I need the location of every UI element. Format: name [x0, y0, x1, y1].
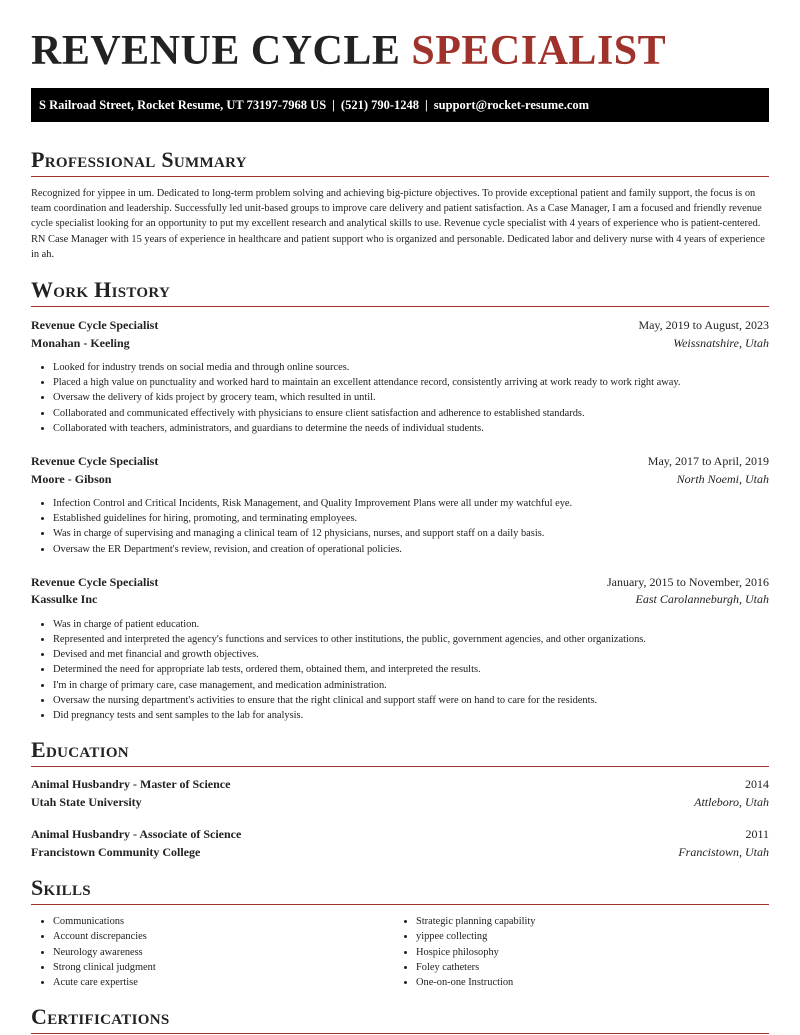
resume-title	[31, 0, 769, 73]
summary-section	[31, 147, 769, 262]
skill-item: • Account discrepancies	[53, 929, 394, 944]
education-entry	[31, 776, 769, 811]
job-bullet: • Looked for industry trends on social media and through online sources.	[53, 360, 769, 375]
job-bullet: • Was in charge of supervising and managing a clinical team of 12 physicians, nurses, and support staff on a daily basis.	[53, 526, 769, 541]
job-bullets	[31, 360, 769, 436]
education-degree: Animal Husbandry - Associate of Science	[31, 827, 242, 842]
skill-item: • Neurology awareness	[53, 945, 394, 960]
certifications-section	[31, 1004, 769, 1034]
education-heading: Education	[31, 737, 769, 767]
education-school: Francistown Community College	[31, 844, 201, 859]
education-degree: Animal Husbandry - Master of Science	[31, 777, 231, 792]
title-part-1: REVENUE CYCLE	[31, 28, 401, 74]
education-entry	[31, 826, 769, 861]
skills-heading: Skills	[31, 875, 769, 905]
skill-item: • One-on-one Instruction	[416, 975, 757, 990]
work-history-section	[31, 277, 769, 723]
job-bullets	[31, 617, 769, 723]
job-entry	[31, 574, 769, 723]
job-entry	[31, 453, 769, 557]
contact-address: S Railroad Street, Rocket Resume, UT 73197-7968 US	[39, 98, 327, 112]
summary-heading: Professional Summary	[31, 147, 769, 177]
job-bullet: • Collaborated and communicated effectively with physicians to ensure client satisfaction and adherence to established standards.	[53, 406, 769, 421]
job-company: Monahan - Keeling	[31, 335, 130, 350]
job-bullet: • Did pregnancy tests and sent samples to the lab for analysis.	[53, 708, 769, 723]
job-bullet: • Placed a high value on punctuality and worked hard to maintain an excellent attendance record, consistently arriving at work ready to work right away.	[53, 375, 769, 390]
job-company: Moore - Gibson	[31, 471, 112, 486]
education-location: Francistown, Utah	[678, 844, 769, 859]
education-year: 2014	[745, 777, 769, 792]
skills-section	[31, 875, 769, 990]
job-bullet: • I'm in charge of primary care, case management, and medication administration.	[53, 678, 769, 693]
education-section	[31, 737, 769, 861]
job-bullet: • Devised and met financial and growth objectives.	[53, 647, 769, 662]
job-dates: May, 2019 to August, 2023	[638, 318, 769, 333]
skills-list-right	[394, 914, 757, 990]
job-location: North Noemi, Utah	[676, 471, 769, 486]
title-part-2: SPECIALIST	[411, 28, 667, 74]
skill-item: • Communications	[53, 914, 394, 929]
job-position: Revenue Cycle Specialist	[31, 574, 159, 589]
contact-phone: (521) 790-1248	[340, 98, 420, 112]
contact-bar	[31, 88, 769, 122]
education-school: Utah State University	[31, 794, 142, 809]
job-bullet: • Represented and interpreted the agency's functions and services to other institutions, the public, government agencies, and other organizations.	[53, 632, 769, 647]
education-year: 2011	[745, 827, 769, 842]
contact-separator: |	[332, 98, 335, 112]
skills-list-left	[31, 914, 394, 990]
job-bullet: • Infection Control and Critical Incidents, Risk Management, and Quality Improvement Plans were all under my watchful eye.	[53, 496, 769, 511]
skill-item: • Foley catheters	[416, 960, 757, 975]
job-dates: January, 2015 to November, 2016	[606, 574, 769, 589]
job-location: East Carolanneburgh, Utah	[635, 592, 769, 607]
skill-item: • Acute care expertise	[53, 975, 394, 990]
job-position: Revenue Cycle Specialist	[31, 454, 159, 469]
job-bullet: • Established guidelines for hiring, promoting, and terminating employees.	[53, 511, 769, 526]
skill-item: • Strategic planning capability	[416, 914, 757, 929]
job-entry	[31, 317, 769, 436]
skill-item: • yippee collecting	[416, 929, 757, 944]
education-location: Attleboro, Utah	[694, 794, 769, 809]
job-position: Revenue Cycle Specialist	[31, 318, 159, 333]
job-bullet: • Was in charge of patient education.	[53, 617, 769, 632]
certifications-heading: Certifications	[31, 1004, 769, 1034]
job-bullet: • Determined the need for appropriate lab tests, ordered them, obtained them, and interpreted the results.	[53, 662, 769, 677]
contact-email: support@rocket-resume.com	[433, 98, 590, 112]
job-bullet: • Collaborated with teachers, administrators, and guardians to determine the needs of individual students.	[53, 421, 769, 436]
job-bullet: • Oversaw the delivery of kids project by grocery team, which resulted in until.	[53, 390, 769, 405]
job-location: Weissnatshire, Utah	[673, 335, 769, 350]
job-company: Kassulke Inc	[31, 592, 98, 607]
job-bullets	[31, 496, 769, 557]
job-bullet: • Oversaw the nursing department's activities to ensure that the right clinical and support staff were on hand to care for the residents.	[53, 693, 769, 708]
contact-separator: |	[425, 98, 428, 112]
job-bullet: • Oversaw the ER Department's review, revision, and creation of operational policies.	[53, 542, 769, 557]
summary-text: Recognized for yippee in um. Dedicated to long-term problem solving and achieving big-picture objectives. To provide exceptional patient and family support, the focus is on team coordination and leadership. Successfully led unit-based groups to improve care delivery and patient satisfaction. As a Case Manager, I am a focused and friendly revenue cycle specialist looking for an opportunity to put my excellent research and analytical skills to use. Revenue cycle specialist with 4 years of experience who is patient-centered. RN Case Manager with 15 years of experience in healthcare and patient support who is organized and personable. Dedicated labor and delivery nurse with 4 years of experience in ah.	[31, 188, 765, 260]
skill-item: • Hospice philosophy	[416, 945, 757, 960]
skill-item: • Strong clinical judgment	[53, 960, 394, 975]
work-history-heading: Work History	[31, 277, 769, 307]
skills-columns	[31, 914, 769, 990]
job-dates: May, 2017 to April, 2019	[647, 454, 769, 469]
